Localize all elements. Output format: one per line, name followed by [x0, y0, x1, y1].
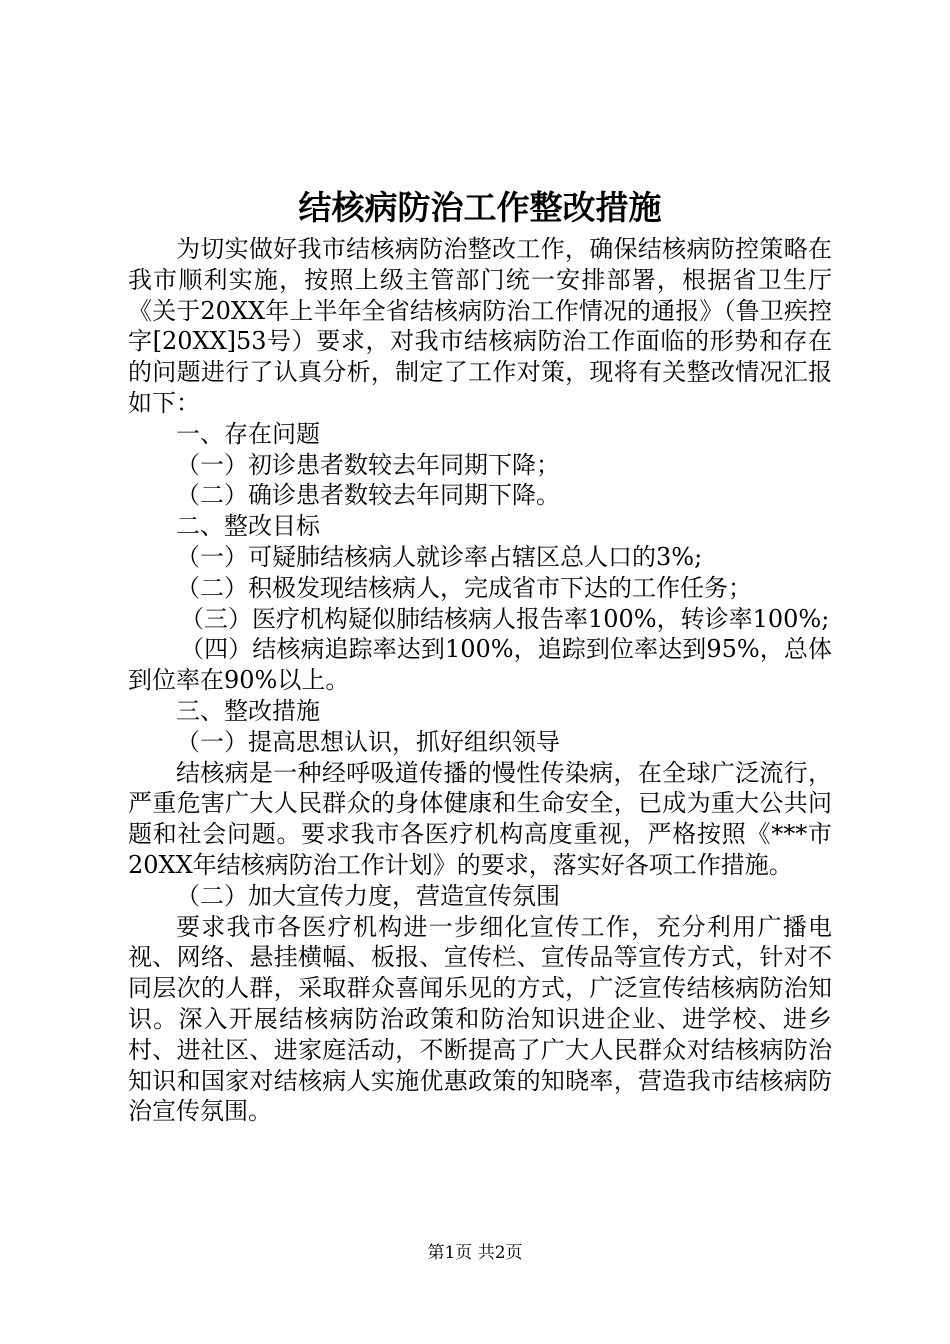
section-heading-goals: 二、整改目标 — [176, 512, 320, 541]
list-item: （三）医疗机构疑似肺结核病人报告率100%，转诊率100%; — [180, 604, 830, 633]
body-paragraph: 结核病是一种经呼吸道传播的慢性传染病，在全球广泛流行，严重危害广大人民群众的身体健康和生命安全，已成为重大公共问题和社会问题。要求我市各医疗机构高度重视，严格按照《***市20XX年结核病防治工作计划》的要求，落实好各项工作措施。 — [128, 758, 832, 879]
section-heading-problems: 一、存在问题 — [176, 419, 320, 448]
page-footer: 第1页 共2页 — [427, 1243, 523, 1263]
body-paragraph: 要求我市各医疗机构进一步细化宣传工作，充分利用广播电视、网络、悬挂横幅、板报、宣传栏、宣传品等宣传方式，针对不同层次的人群，采取群众喜闻乐见的方式，广泛宣传结核病防治知识。深入开展结核病防治政策和防治知识进企业、进学校、进乡村、进社区、进家庭活动，不断提高了广大人民群众对结核病防治知识和国家对结核病人实施优惠政策的知晓率，营造我市结核病防治宣传氛围。 — [128, 912, 832, 1126]
document-title: 结核病防治工作整改措施 — [298, 188, 662, 227]
subsection-heading: （一）提高思想认识，抓好组织领导 — [176, 727, 560, 756]
document-page — [128, 186, 832, 1127]
subsection-heading: （二）加大宣传力度，营造宣传氛围 — [176, 881, 560, 910]
list-item: （二）确诊患者数较去年同期下降。 — [176, 481, 560, 510]
intro-paragraph: 为切实做好我市结核病防治整改工作，确保结核病防控策略在我市顺利实施，按照上级主管部门统一安排部署，根据省卫生厅《关于20XX年上半年全省结核病防治工作情况的通报》（鲁卫疾控字[20XX]53号）要求，对我市结核病防治工作面临的形势和存在的问题进行了认真分析，制定了工作对策，现将有关整改情况汇报如下： — [128, 235, 832, 417]
section-heading-measures: 三、整改措施 — [176, 696, 320, 725]
list-item: （四）结核病追踪率达到100%，追踪到位率达到95%，总体到位率在90%以上。 — [128, 635, 832, 695]
list-item: （二）积极发现结核病人，完成省市下达的工作任务； — [176, 573, 752, 602]
list-item: （一）初诊患者数较去年同期下降； — [176, 450, 560, 479]
list-item: （一）可疑肺结核病人就诊率占辖区总人口的3%; — [176, 542, 703, 571]
